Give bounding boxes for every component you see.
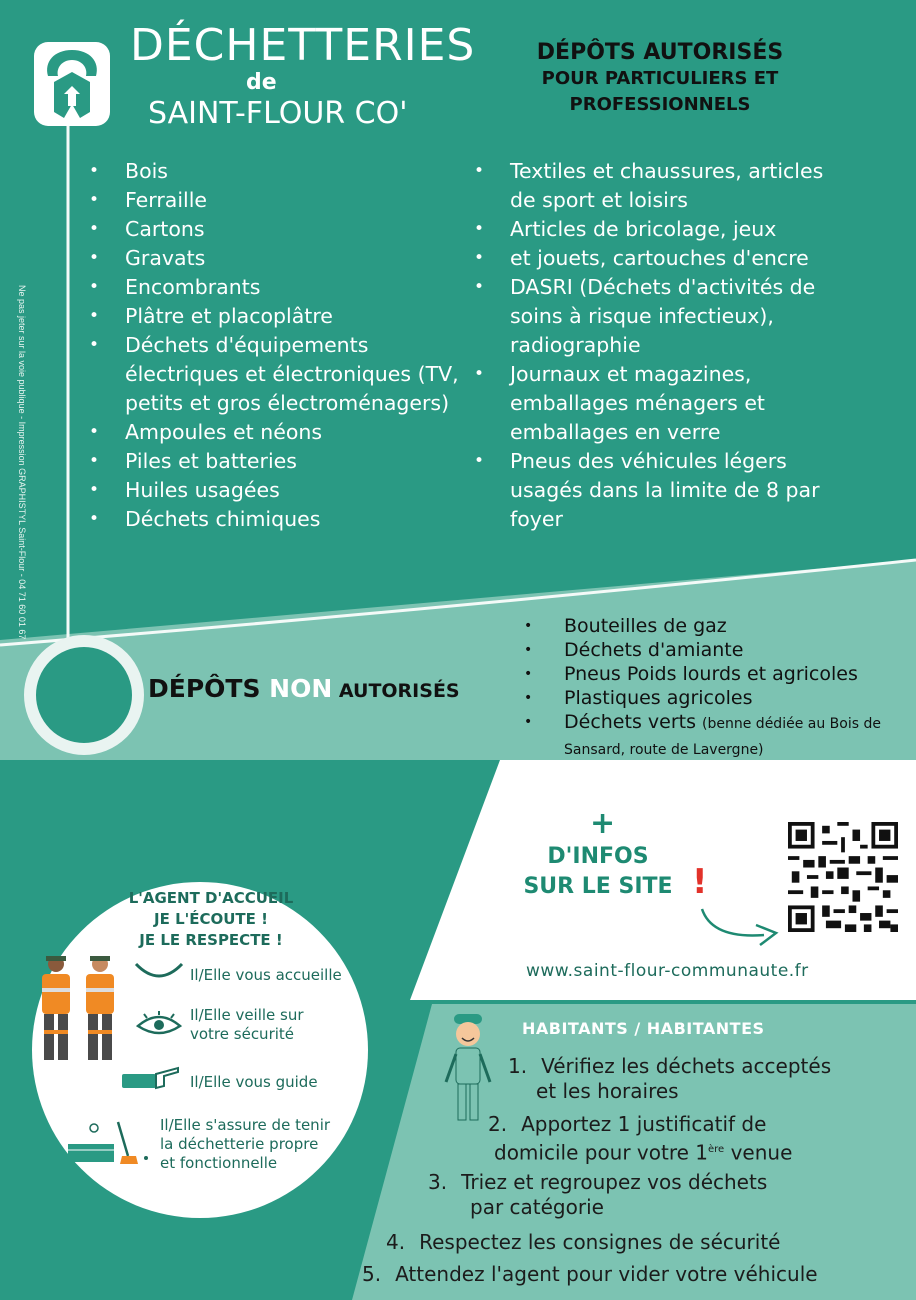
logo: [34, 42, 110, 126]
list-item: • Huiles usagées: [85, 476, 465, 505]
non-authorized-title-non: NON: [269, 674, 333, 703]
agent-title-line3: JE LE RESPECTE !: [139, 931, 283, 949]
step-number: 3.: [428, 1170, 448, 1194]
list-item: • Déchets d'équipements électriques et électroniques (TV, petits et gros électroménagers): [85, 331, 465, 418]
resident-illustration: [442, 1012, 494, 1124]
step-number: 1.: [508, 1054, 528, 1078]
non-authorized-list: [518, 614, 913, 762]
non-authorized-title: [148, 674, 460, 703]
list-item: • Articles de bricolage, jeux: [470, 215, 850, 244]
title-decheteries: DÉCHETTERIES: [130, 20, 476, 71]
list-item: • Bois: [85, 157, 465, 186]
agent-safety-line1: Il/Elle veille sur: [190, 1006, 304, 1024]
qr-code-icon[interactable]: [788, 822, 898, 932]
authorized-title-line2: POUR PARTICULIERS ET: [541, 68, 779, 89]
pointing-hand-icon: [120, 1062, 182, 1092]
agent-clean-line2: la déchetterie propre: [160, 1135, 319, 1153]
agent-title-line1: L'AGENT D'ACCUEIL: [128, 889, 294, 907]
list-item: • Pneus Poids lourds et agricoles: [518, 662, 913, 686]
non-authorized-title-part3: AUTORISÉS: [332, 680, 460, 702]
step-text-cont: et les horaires: [536, 1079, 679, 1103]
eye-icon: [134, 1010, 184, 1038]
list-item: • Plastiques agricoles: [518, 686, 913, 710]
step-text-end: venue: [724, 1140, 793, 1165]
list-item: • Journaux et magazines, emballages ménagers et emballages en verre: [470, 360, 850, 447]
step-1: [508, 1054, 831, 1104]
agent-clean-line1: Il/Elle s'assure de tenir: [160, 1116, 331, 1134]
list-item: • Encombrants: [85, 273, 465, 302]
step-2: [488, 1112, 792, 1166]
list-item: • Piles et batteries: [85, 447, 465, 476]
more-info-title: [498, 842, 698, 902]
residents-title: HABITANTS / HABITANTES: [522, 1019, 765, 1038]
step-text: Vérifiez les déchets acceptés: [541, 1054, 832, 1078]
smile-icon: [134, 960, 184, 984]
recycle-logo-icon: [34, 42, 110, 126]
agent-clean-line3: et fonctionnelle: [160, 1154, 278, 1172]
agent-clean-text: [160, 1116, 330, 1173]
agent-guide-text: Il/Elle vous guide: [190, 1073, 318, 1091]
authorized-list-left: [85, 157, 465, 534]
list-item: • DASRI (Déchets d'activités de soins à risque infectieux), radiographie: [470, 273, 850, 360]
list-item: • Déchets chimiques: [85, 505, 465, 534]
title-saint-flour: SAINT-FLOUR CO': [148, 96, 408, 131]
step-text-cont: domicile pour votre 1: [494, 1140, 709, 1165]
list-item: • Cartons: [85, 215, 465, 244]
step-text: Respectez les consignes de sécurité: [419, 1230, 781, 1254]
step-text: Apportez 1 justificatif de: [521, 1112, 767, 1136]
non-authorized-title-part1: DÉPÔTS: [148, 674, 270, 703]
agent-safety-line2: votre sécurité: [190, 1025, 295, 1043]
cleaning-icon: [64, 1118, 156, 1168]
authorized-title-line1: DÉPÔTS AUTORISÉS: [536, 40, 784, 65]
authorized-list-right: [470, 157, 850, 534]
step-5: [362, 1262, 818, 1287]
green-waste-note: (benne dédiée au Bois de Sansard, route de Lavergne): [564, 716, 881, 758]
step-text: Attendez l'agent pour vider votre véhicule: [395, 1262, 818, 1286]
decorative-circle: [24, 635, 144, 755]
step-number: 2.: [488, 1112, 508, 1136]
step-number: 4.: [386, 1230, 406, 1254]
step-sup: ère: [708, 1144, 725, 1155]
step-number: 5.: [362, 1262, 382, 1286]
arrow-icon: [698, 905, 782, 947]
exclamation-mark: !: [692, 862, 708, 902]
website-url[interactable]: www.saint-flour-communaute.fr: [526, 961, 809, 981]
side-note: Ne pas jeter sur la voie publique - Impression GRAPHISTYL Saint-Flour - 04 71 60 01 67: [17, 285, 27, 640]
list-item: [518, 710, 913, 762]
more-info-line1: D'INFOS: [547, 844, 649, 869]
list-item: • Ferraille: [85, 186, 465, 215]
authorized-title-line3: PROFESSIONNELS: [569, 94, 751, 115]
more-info-line2: SUR LE SITE: [523, 874, 673, 899]
plus-sign: +: [590, 806, 616, 841]
step-text-cont: par catégorie: [470, 1195, 604, 1219]
agents-illustration: [34, 950, 126, 1070]
list-item: • Déchets d'amiante: [518, 638, 913, 662]
list-item: • et jouets, cartouches d'encre: [470, 244, 850, 273]
list-item: • Ampoules et néons: [85, 418, 465, 447]
list-item: • Gravats: [85, 244, 465, 273]
list-item: • Plâtre et placoplâtre: [85, 302, 465, 331]
list-item: • Pneus des véhicules légers usagés dans la limite de 8 par foyer: [470, 447, 850, 534]
agent-safety-text: [190, 1006, 304, 1044]
step-text: Triez et regroupez vos déchets: [461, 1170, 768, 1194]
title-de: de: [246, 70, 277, 95]
agent-welcome-text: Il/Elle vous accueille: [190, 966, 342, 984]
step-4: [386, 1230, 780, 1255]
list-item: • Textiles et chaussures, articles de sport et loisirs: [470, 157, 850, 215]
authorized-title: [480, 40, 840, 118]
list-item-label: Déchets verts: [564, 711, 696, 733]
list-item: • Bouteilles de gaz: [518, 614, 913, 638]
step-3: [428, 1170, 767, 1220]
agent-title: [116, 888, 306, 951]
agent-title-line2: JE L'ÉCOUTE !: [154, 910, 268, 928]
